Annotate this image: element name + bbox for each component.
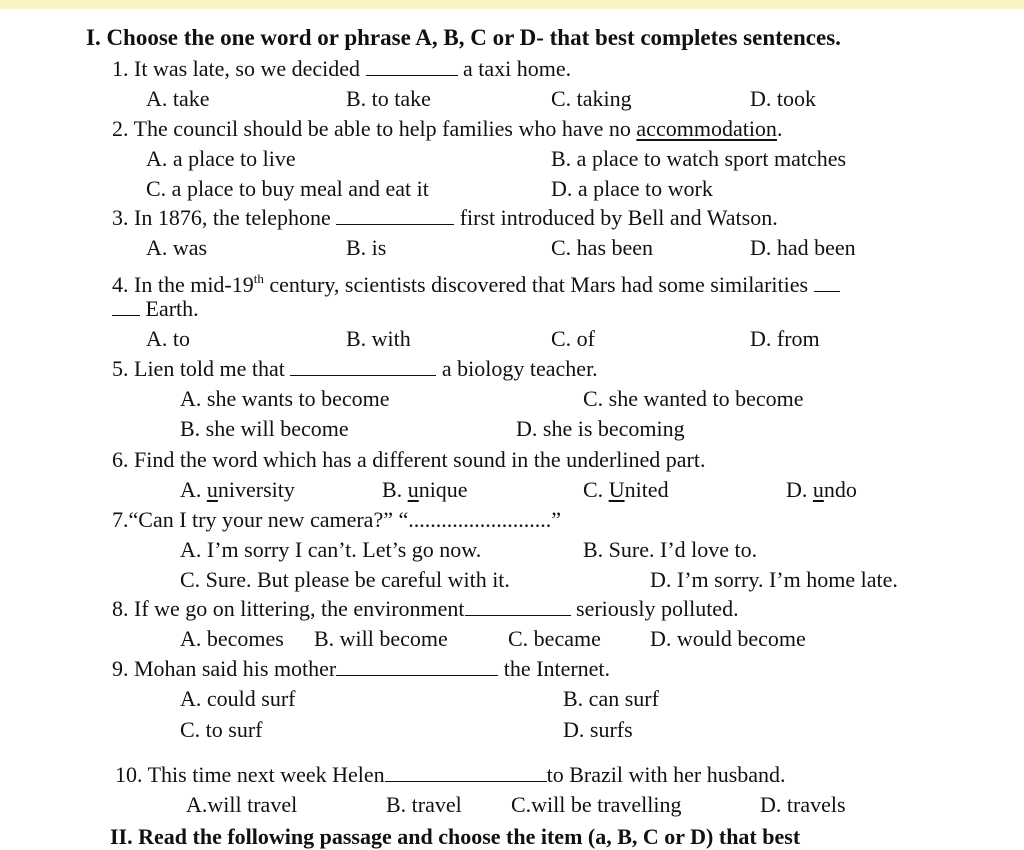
- question-4-line2: [112, 295, 199, 323]
- option-1d: D. took: [750, 86, 816, 111]
- option-6d: [786, 476, 857, 504]
- question-1: [112, 55, 571, 83]
- option-3d: D. had been: [750, 235, 856, 260]
- option-word-rest: ndo: [823, 477, 857, 502]
- option-4d: D. from: [750, 326, 820, 351]
- option-4a: A. to: [146, 326, 190, 351]
- next-section-heading-cut: [0, 824, 1024, 849]
- option-2b: B. a place to watch sport matches: [551, 146, 847, 171]
- option-8d: D. would become: [650, 626, 806, 651]
- option-8c: C. became: [508, 626, 601, 651]
- answer-blank: [290, 355, 436, 376]
- option-letter: A.: [180, 477, 207, 502]
- answer-blank: [385, 761, 547, 782]
- option-2c: C. a place to buy meal and eat it: [146, 176, 429, 201]
- option-4b: B. with: [346, 326, 411, 351]
- option-10b: B. travel: [386, 792, 462, 817]
- option-8a: A. becomes: [180, 626, 284, 651]
- question-2: [112, 115, 782, 143]
- question-4-stem-mid: century, scientists discovered that Mars had some similarities: [269, 272, 809, 297]
- option-5c: C. she wanted to become: [583, 386, 804, 411]
- option-5d: D. she is becoming: [516, 416, 685, 441]
- underlined-letter: u: [407, 477, 419, 502]
- option-5b: B. she will become: [180, 416, 349, 441]
- option-10c: C.will be travelling: [511, 792, 682, 817]
- question-9: [112, 655, 610, 683]
- question-10: [115, 761, 786, 789]
- option-2a: A. a place to live: [146, 146, 296, 171]
- question-4: [112, 265, 840, 299]
- question-2-stem: 2. The council should be able to help families who have no: [112, 116, 631, 141]
- option-7c: C. Sure. But please be careful with it.: [180, 567, 510, 592]
- underlined-word: accommodation: [636, 116, 777, 141]
- option-3b: B. is: [346, 235, 387, 260]
- question-3-stem: 3. In 1876, the telephone: [112, 205, 331, 230]
- option-7b: B. Sure. I’d love to.: [583, 537, 758, 562]
- option-5a: A. she wants to become: [180, 386, 390, 411]
- option-9a: A. could surf: [180, 686, 296, 711]
- question-8-stem-end: seriously polluted.: [576, 596, 739, 621]
- option-6b: [382, 476, 468, 504]
- superscript: th: [253, 271, 264, 286]
- option-7d: D. I’m sorry. I’m home late.: [650, 567, 898, 592]
- question-3-stem-end: first introduced by Bell and Watson.: [459, 205, 778, 230]
- answer-blank: [336, 204, 454, 225]
- option-6c: [583, 476, 669, 504]
- option-6a: [180, 476, 295, 504]
- underlined-letter: U: [608, 477, 625, 502]
- question-7-stem: 7.“Can I try your new camera?” “: [112, 507, 409, 532]
- question-10-stem-end: to Brazil with her husband.: [546, 762, 786, 787]
- answer-blank: [465, 595, 571, 616]
- question-5-stem: 5. Lien told me that: [112, 356, 285, 381]
- question-7: [112, 506, 561, 534]
- option-word-rest: nited: [624, 477, 669, 502]
- option-1b: B. to take: [346, 86, 431, 111]
- option-letter: D.: [786, 477, 813, 502]
- answer-blank: [366, 55, 458, 76]
- question-4-stem: 4. In the mid-19: [112, 272, 254, 297]
- option-letter: B.: [382, 477, 408, 502]
- question-1-stem: 1. It was late, so we decided: [112, 56, 361, 81]
- question-1-stem-end: a taxi home.: [463, 56, 572, 81]
- option-1c: C. taking: [551, 86, 632, 111]
- answer-blank-part1: [814, 271, 840, 292]
- option-9c: C. to surf: [180, 717, 263, 742]
- underlined-letter: u: [812, 477, 824, 502]
- answer-blank: [336, 655, 498, 676]
- option-9d: D. surfs: [563, 717, 633, 742]
- question-8: [112, 595, 739, 623]
- option-3c: C. has been: [551, 235, 654, 260]
- question-2-stem-end: .: [776, 116, 783, 141]
- question-8-stem: 8. If we go on littering, the environment: [112, 596, 465, 621]
- question-5-stem-end: a biology teacher.: [441, 356, 598, 381]
- option-4c: C. of: [551, 326, 595, 351]
- option-word-rest: nique: [418, 477, 468, 502]
- answer-blank-part2: [112, 295, 140, 316]
- option-3a: A. was: [146, 235, 208, 260]
- question-7-stem-end: ”: [551, 507, 562, 532]
- next-section-heading: II. Read the following passage and choose the item (a, B, C or D) that best: [110, 824, 801, 849]
- answer-dots: ..........................: [408, 507, 552, 532]
- option-1a: A. take: [146, 86, 210, 111]
- question-9-stem-end: the Internet.: [503, 656, 611, 681]
- underlined-letter: u: [206, 477, 218, 502]
- option-10a: A.will travel: [186, 792, 298, 817]
- question-4-stem-end: Earth.: [145, 296, 199, 321]
- option-2d: D. a place to work: [551, 176, 713, 201]
- question-10-stem: 10. This time next week Helen: [115, 762, 385, 787]
- option-9b: B. can surf: [563, 686, 659, 711]
- option-10d: D. travels: [760, 792, 846, 817]
- question-6-stem: 6. Find the word which has a different sound in the underlined part.: [112, 447, 706, 472]
- option-8b: B. will become: [314, 626, 448, 651]
- option-word-rest: niversity: [217, 477, 295, 502]
- option-7a: A. I’m sorry I can’t. Let’s go now.: [180, 537, 482, 562]
- question-9-stem: 9. Mohan said his mother: [112, 656, 337, 681]
- top-highlight-bar: [0, 0, 1024, 9]
- question-5: [112, 355, 598, 383]
- section-heading: I. Choose the one word or phrase A, B, C or D- that best completes sentences.: [86, 25, 841, 50]
- question-3: [112, 204, 778, 232]
- option-letter: C.: [583, 477, 609, 502]
